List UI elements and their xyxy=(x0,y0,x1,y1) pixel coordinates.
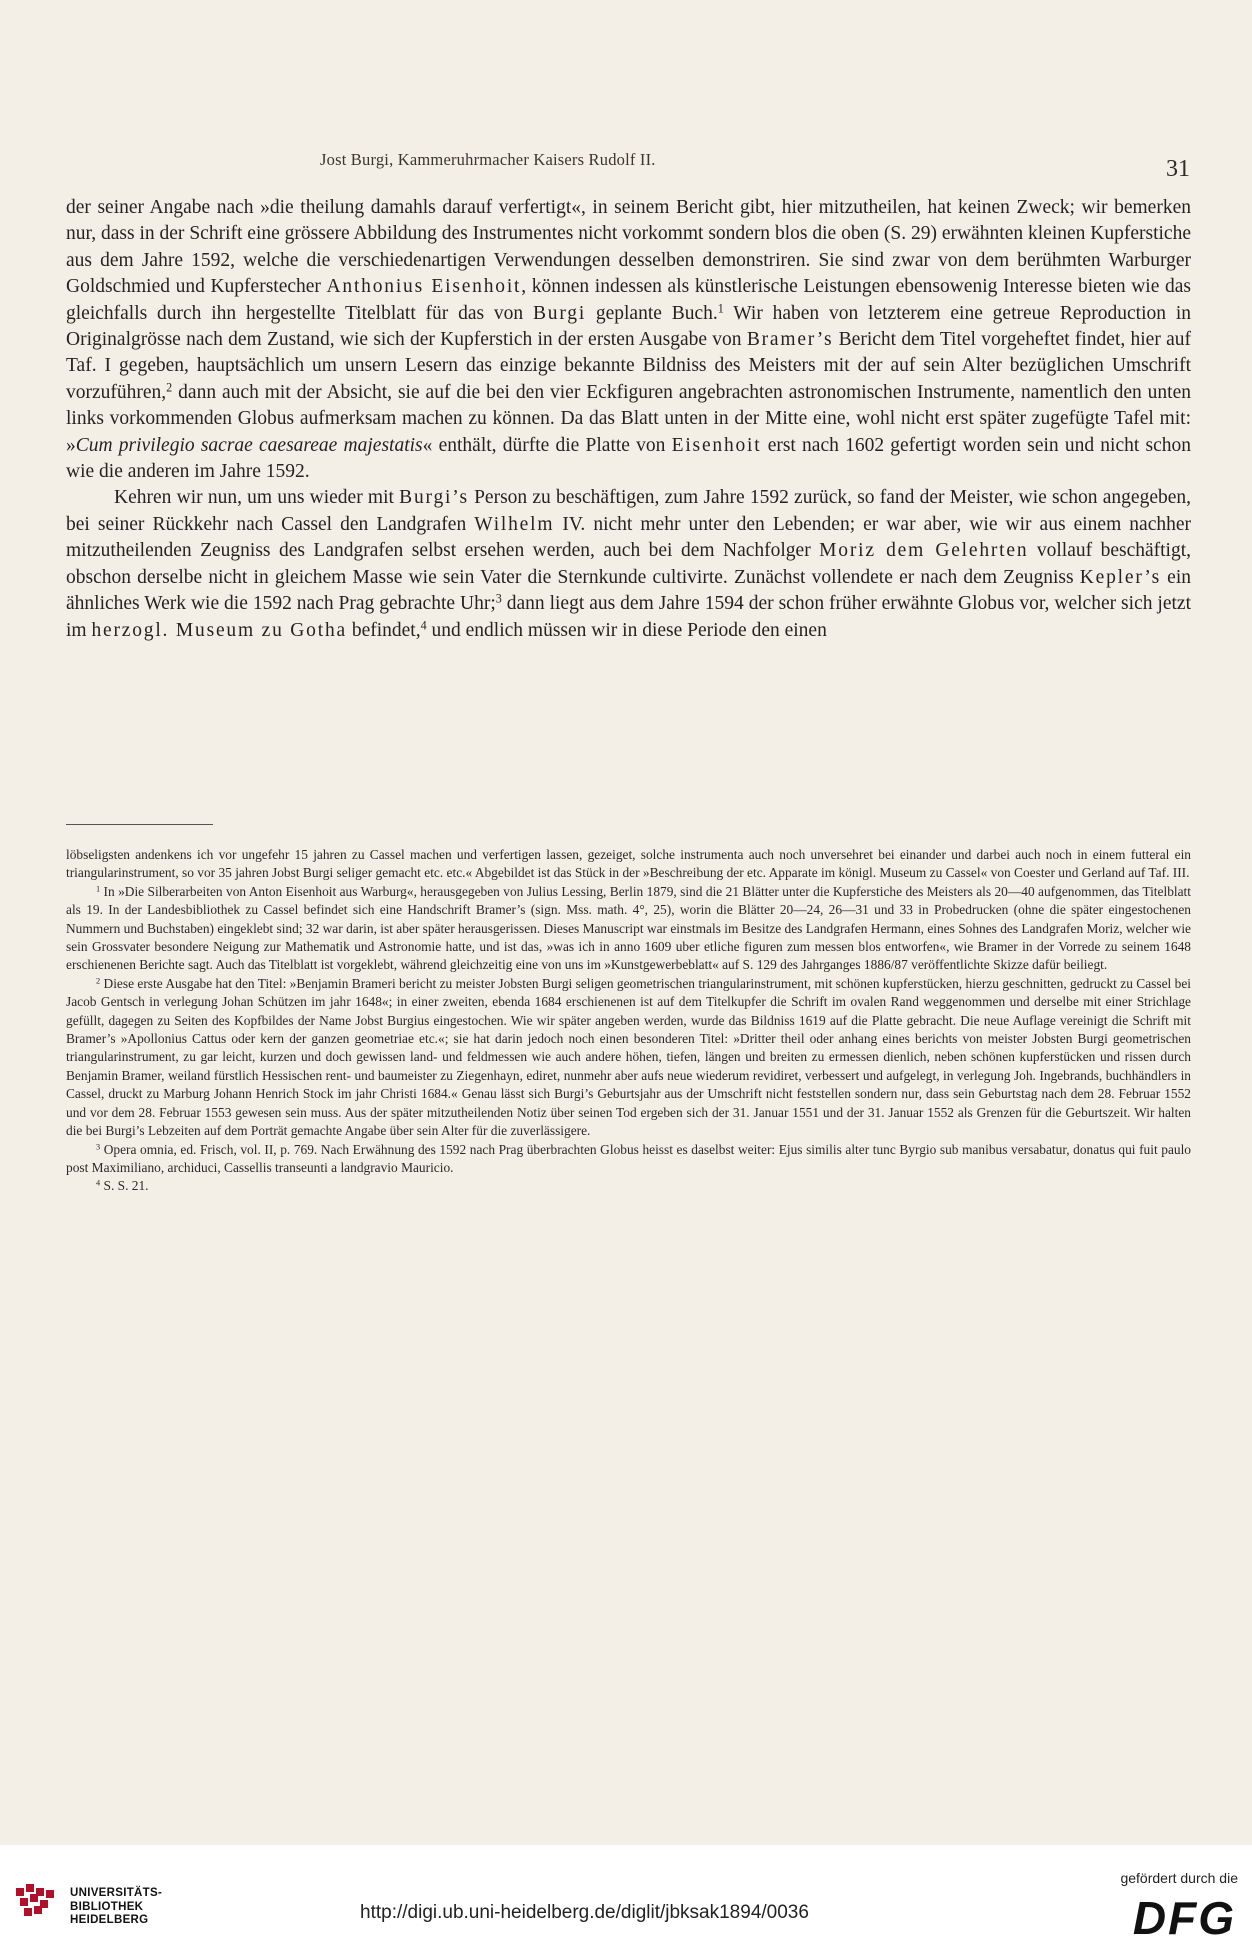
footer-bar xyxy=(0,1845,1252,1954)
running-head: Jost Burgi, Kammeruhrmacher Kaisers Rudolf II. xyxy=(320,150,656,169)
footnote-ref-2: 2 xyxy=(166,380,173,395)
paragraph-2: Kehren wir nun, um uns wieder mit Burgi’s Person zu beschäftigen, zum Jahre 1592 zurück, so fand der Meister, wie schon angegeben, bei seiner Rückkehr nach Cassel den Landgrafen Wilhelm IV. nicht mehr unter den Lebenden; er war aber, wie wir aus einem nachher mitzutheilenden Zeugniss des Landgrafen selbst ersehen werden, auch bei dem Nachfolger Moriz dem Gelehrten vollauf beschäftigt, obschon derselbe nicht in gleichem Masse wie sein Vater die Sternkunde cultivirte. Zunächst vollendete er nach dem Zeugniss Kepler’s ein ähnliches Werk wie die 1592 nach Prag gebrachte Uhr;$^3$ dann liegt aus dem Jahre 1594 der schon früher erwähnte Globus vor, welcher sich jetzt im herzogl. Museum zu Gotha befindet,$^4$ und endlich müssen wir in diese Periode den einen xyxy=(66,487,1192,641)
library-logo-icon xyxy=(14,1880,58,1924)
footnote-continuation: löbseligsten andenkens ich vor ungefehr 15 jahren zu Cassel machen und verfertigen lassen, gezeiget, solche instrumenta auch noch unversehret bei einander und darbei auch noch in einem futteral ein triangularinstrument, so vor 35 jahren Jobst Burgi seliger gemacht etc. etc.« Abgebildet ist das Stück in der »Beschreibung der etc. Apparate im königl. Museum zu Cassel« von Coester und Gerland auf Taf. III. xyxy=(66,847,1191,881)
footnote-divider xyxy=(66,824,213,825)
permalink[interactable]: http://digi.ub.uni-heidelberg.de/diglit/jbksak1894/0036 xyxy=(360,1902,809,1923)
footnote-4: $^4$ S. S. 21. xyxy=(96,1178,149,1194)
footnote-ref-3: 3 xyxy=(495,591,502,606)
footnote-1: $^1$ In »Die Silberarbeiten von Anton Eisenhoit aus Warburg«, herausgegeben von Julius Lessing, Berlin 1879, sind die 21 Blätter unter die Kupferstiche des Meisters als 20—40 aufgenommen, das Titelblatt als 19. In der Landesbibliothek zu Cassel befindet sich eine Handschrift Bramer’s (sign. Mss. math. 4°, 25), worin die Blätter 20—24, 26—31 und 33 in Probedrucken (ohne die später eingestochenen Nummern und Buchstaben) eingeklebt sind; 32 war darin, ist aber später herausgerissen. Dieses Manuscript war einstmals im Besitze des Landgrafen Hermann, eines Sohnes des Landgrafen Moriz, welcher wie sein Grossvater besondere Neigung zur Mathematik und Astronomie hatte, und ist das, »was ich in anno 1609 uber etliche figuren zum messen blos entworfen«, wie Bramer in der Vorrede zu seinem 1648 erschienenen Berichte sagt. Auch das Titelblatt ist vorgeklebt, während gleichzeitig eine von uns im »Kunstgewerbeblatt« auf S. 129 des Jahrganges 1886/87 veröffentlichte Skizze dafür beiliegt. xyxy=(66,883,1191,973)
footnotes xyxy=(66,846,1191,1196)
library-name: UNIVERSITÄTS- BIBLIOTHEK HEIDELBERG xyxy=(70,1887,163,1926)
footnote-2: $^2$ Diese erste Ausgabe hat den Titel: »Benjamin Brameri bericht zu meister Jobsten Burgi seligen geometrischen triangularinstrument, mit schönen kupferstücken, hierzu geschnitten, gedruckt zu Cassel bei Jacob Gentsch in verlegung Johan Schützen im jahr 1648«; in einer zweiten, ebenda 1684 erschienenen ist auf dem Titelkupfer die Schrift im ovalen Rand weggenommen und derselbe mit einer Strichlage gefüllt, dagegen zu Seiten des Kopfbildes der Name Jobst Burgius eingestochen. Wie wir später angeben werden, wurde das Bildniss 1619 auf die Platte gebracht. Die neue Auflage vereinigt die Schrift mit Bramer’s »Apollonius Cattus oder kern der ganzen geometriae etc.«; sie hat darin jedoch noch einen besonderen Titel: »Dritter theil oder anhang eines berichts von meister Jobsten Burgi geometrischen triangularinstrument, zu gar leicht, kurzen und doch gewissen land- und feldmessen wie auch andere höhen, tiefen, längen und breiten zu ermessen dienlich, neben schönen kupferstücken und rissen durch Benjamin Bramer, weiland fürstlich Hessischen rent- und baumeister zu Ziegenhayn, ediret, nunmehr aber aufs neue wiederum revidiret, verbessert und aufgelegt, in verlegung Joh. Ingebrands, buchhändlers in Cassel, druckt zu Marburg Johann Henrich Stock im jahr Christi 1684.« Genau lässt sich Burgi’s Geburtsjahr aus der Umschrift nicht feststellen sondern nur, dass sein Geburtstag nach dem 28. Februar 1552 und vor dem 28. Februar 1553 gewesen sein muss. Aus der später mitzutheilenden Notiz über seinen Tod ergeben sich der 31. Januar 1551 und der 31. Januar 1552 als Grenzen für die Geburtszeit. Wir halten die bei Burgi’s Lebzeiten auf dem Porträt gemachte Angabe über sein Alter für die zuverlässigere. xyxy=(66,975,1191,1139)
footnote-ref-1: 1 xyxy=(717,300,724,315)
dfg-logo: DFG xyxy=(1132,1892,1236,1944)
paragraph-1: der seiner Angabe nach »die theilung damahls darauf verfertigt«, in seinem Bericht gibt, hier mitzutheilen, hat keinen Zweck; wir bemerken nur, dass in der Schrift eine grössere Abbildung des Instrumentes nicht vorkommt sondern blos die oben (S. 29) erwähnten kleinen Kupferstiche aus dem Jahre 1592, welche die verschiedenartigen Verwendungen desselben demonstriren. Sie sind zwar von dem berühmten Warburger Goldschmied und Kupferstecher Anthonius Eisenhoit, können indessen als künstlerische Leistungen ebensowenig Interesse bieten wie das gleichfalls durch ihn hergestellte Titelblatt für das von Burgi geplante Buch.$^1$ Wir haben von letzterem eine getreue Reproduction in Originalgrösse nach dem Zustand, wie sich der Kupferstich in der ersten Ausgabe von Bramer’s Bericht dem Titel vorgeheftet findet, hier auf Taf. I gegeben, hauptsächlich um unsern Lesern das einzige bekannte Bildniss des Meisters mit der auf sein Alter bezüglichen Umschrift vorzuführen,$^2$ dann auch mit der Absicht, sie auf die bei den vier Eckfiguren angebrachten astronomischen Instrumente, namentlich den unten links vorkommenden Globus aufmerksam machen zu können. Da das Blatt unten in der Mitte eine, wohl nicht erst später zugefügte Tafel mit: »Cum privilegio sacrae caesareae majestatis« enthält, dürfte die Platte von Eisenhoit erst nach 1602 gefertigt worden sein und nicht schon wie die anderen im Jahre 1592. xyxy=(66,197,1191,483)
page-header xyxy=(60,150,1190,180)
footnote-ref-4: 4 xyxy=(420,617,427,632)
footnote-3: $^3$ Opera omnia, ed. Frisch, vol. II, p. 769. Nach Erwähnung des 1592 nach Prag überbrachten Globus heisst es daselbst weiter: Ejus similis alter tunc Byrgio sub manibus versabatur, donatus qui fuit paulo post Maximiliano, archiduci, Cassellis transeunti a landgravio Mauricio. xyxy=(66,1141,1191,1175)
body-text xyxy=(66,195,1191,644)
funded-by-label: gefördert durch die xyxy=(1120,1870,1238,1886)
page-number: 31 xyxy=(1166,156,1190,182)
